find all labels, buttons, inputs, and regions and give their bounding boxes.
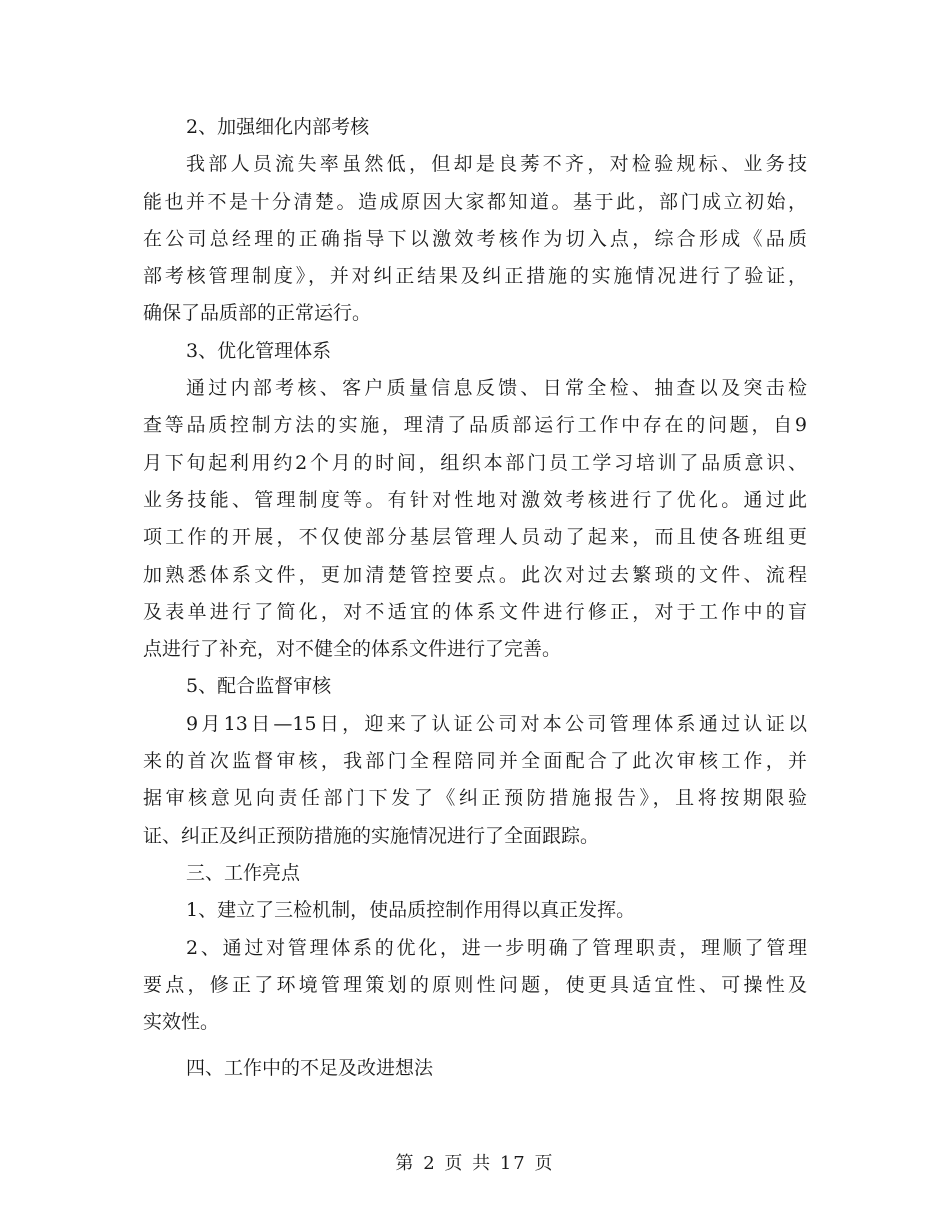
heading-text: 三、工作亮点	[186, 861, 301, 884]
paragraph-line: 据审核意见向责任部门下发了《纠正预防措施报告》，且将按期限验	[143, 787, 807, 810]
paragraph-line: 及表单进行了简化，对不适宜的体系文件进行修正，对于工作中的盲	[143, 600, 807, 623]
paragraph-line: 部考核管理制度》，并对纠正结果及纠正措施的实施情况进行了验证，	[143, 265, 807, 288]
paragraph-line: 通过内部考核、客户质量信息反馈、日常全检、抽查以及突击检	[186, 377, 807, 400]
paragraph-line: 9月13日—15日，迎来了认证公司对本公司管理体系通过认证以	[186, 712, 807, 735]
section-heading	[143, 1050, 807, 1087]
section-heading	[143, 668, 807, 705]
paragraph	[143, 370, 807, 668]
heading-text: 四、工作中的不足及改进想法	[186, 1057, 434, 1080]
document-body	[143, 109, 807, 1088]
paragraph-line: 要点，修正了环境管理策划的原则性问题，使更具适宜性、可操性及	[143, 973, 807, 996]
paragraph-line: 项工作的开展，不仅使部分基层管理人员动了起来，而且使各班组更	[143, 526, 807, 549]
paragraph-line: 加熟悉体系文件，更加清楚管控要点。此次对过去繁琐的文件、流程	[143, 563, 807, 586]
paragraph	[143, 930, 807, 1042]
paragraph-line: 业务技能、管理制度等。有针对性地对激效考核进行了优化。通过此	[143, 488, 807, 511]
paragraph-line: 在公司总经理的正确指导下以激效考核作为切入点，综合形成《品质	[143, 227, 807, 250]
section-heading	[143, 333, 807, 370]
page-footer: 第 2 页 共 17 页	[395, 1153, 555, 1174]
paragraph-line: 点进行了补充，对不健全的体系文件进行了完善。	[143, 638, 562, 661]
paragraph-line: 2、通过对管理体系的优化，进一步明确了管理职责，理顺了管理	[186, 936, 807, 959]
paragraph	[143, 146, 807, 332]
paragraph-line: 来的首次监督审核，我部门全程陪同并全面配合了此次审核工作，并	[143, 750, 807, 773]
paragraph-line: 我部人员流失率虽然低，但却是良莠不齐，对检验规标、业务技	[186, 153, 807, 176]
section-heading	[143, 109, 807, 146]
paragraph-line: 实效性。	[143, 1011, 220, 1034]
paragraph-line: 证、纠正及纠正预防措施的实施情况进行了全面跟踪。	[143, 824, 600, 847]
paragraph-line: 查等品质控制方法的实施，理清了品质部运行工作中存在的问题，自9	[143, 414, 807, 437]
paragraph-line: 能也并不是十分清楚。造成原因大家都知道。基于此，部门成立初始，	[143, 190, 807, 213]
section-heading	[143, 855, 807, 892]
paragraph	[143, 892, 807, 929]
heading-text: 2、加强细化内部考核	[186, 116, 370, 138]
heading-text: 5、配合监督审核	[186, 675, 332, 698]
paragraph-line: 确保了品质部的正常运行。	[143, 302, 372, 325]
heading-text: 3、优化管理体系	[186, 339, 332, 362]
paragraph	[143, 706, 807, 855]
paragraph-gap	[143, 1041, 807, 1050]
paragraph-line: 1、建立了三检机制，使品质控制作用得以真正发挥。	[186, 899, 636, 922]
paragraph-line: 月下旬起利用约2个月的时间，组织本部门员工学习培训了品质意识、	[143, 451, 807, 474]
